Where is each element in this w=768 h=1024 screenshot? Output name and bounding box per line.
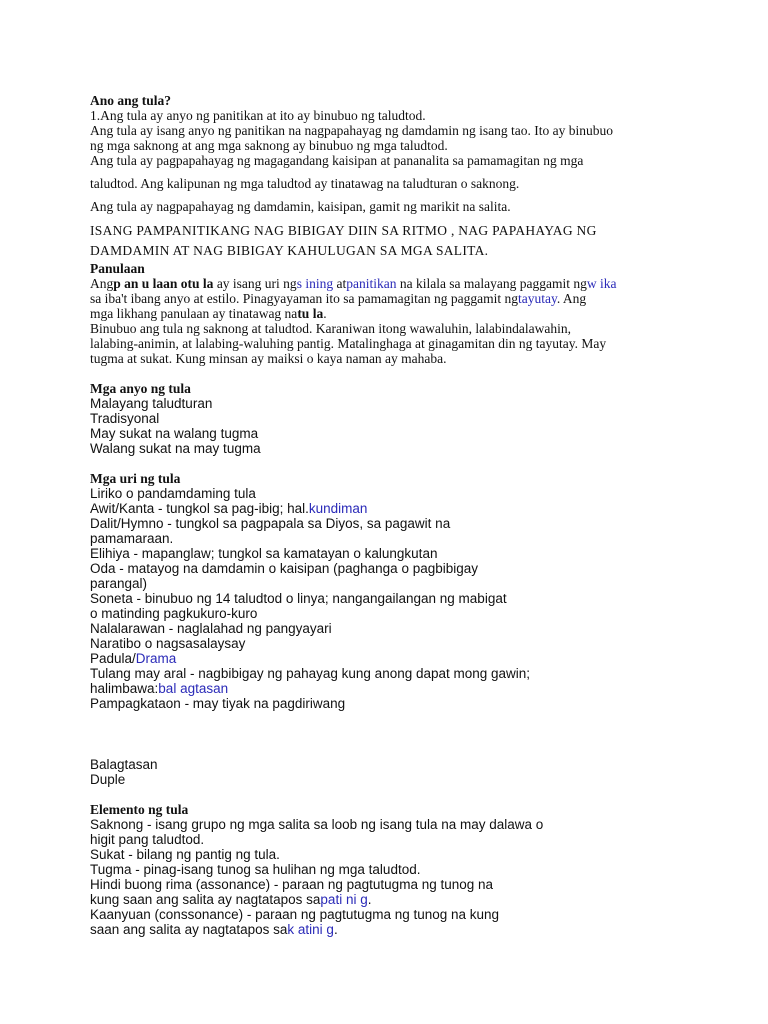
intro-line: ng mga saknong at ang mga saknong ay binubuo ng mga taludtod.: [90, 138, 448, 153]
link-katinig[interactable]: k atini g: [287, 922, 334, 937]
uri-line: Soneta - binubuo ng 14 taludtod o linya; nangangailangan ng mabigat: [90, 591, 507, 606]
text-span: ay isang uri ng: [213, 276, 297, 291]
panulaan-section: [90, 261, 690, 366]
anyo-heading: Mga anyo ng tula: [90, 381, 191, 396]
uri-line: parangal): [90, 576, 148, 591]
elemento-line: [90, 922, 690, 937]
anyo-section: [90, 381, 690, 456]
anyo-item: May sukat na walang tugma: [90, 426, 259, 441]
elemento-line: higit pang taludtod.: [90, 832, 205, 847]
text-span: sa iba't ibang anyo at estilo. Pinagyayaman ito sa pamamagitan ng paggamit ng: [90, 291, 518, 306]
uri-line: Dalit/Hymno - tungkol sa pagpapala sa Diyos, sa pagawit na: [90, 516, 451, 531]
intro-section: [90, 93, 690, 261]
panulaan-line: [90, 291, 690, 306]
extra-section: [90, 757, 690, 787]
uri-line: Tulang may aral - nagbibigay ng pahayag kung anong dapat mong gawin;: [90, 666, 531, 681]
text-span: .: [367, 892, 372, 907]
intro-line: Ang tula ay pagpapahayag ng magagandang kaisipan at pananalita sa pamamagitan ng mga: [90, 153, 584, 168]
uri-line: Oda - matayog na damdamin o kaisipan (paghanga o pagbibigay: [90, 561, 479, 576]
anyo-item: Walang sukat na may tugma: [90, 441, 261, 456]
text-span: kung saan ang salita ay nagtatapos sa: [90, 892, 321, 907]
panulaan-line: Binubuo ang tula ng saknong at taludtod. Karaniwan itong wawaluhin, lalabindalawahin,: [90, 321, 572, 336]
link-wika[interactable]: w ika: [586, 276, 617, 291]
uri-line: pamamaraan.: [90, 531, 174, 546]
intro-line: Ang tula ay isang anyo ng panitikan na nagpapahayag ng damdamin ng isang tao. Ito ay binubuo: [90, 123, 613, 138]
document-page: [90, 93, 690, 937]
link-panitikan[interactable]: panitikan: [346, 276, 397, 291]
text-span: .: [333, 922, 338, 937]
caps-definition-line: ISANG PAMPANITIKANG NAG BIBIGAY DIIN SA RITMO , NAG PAPAHAYAG NG: [90, 223, 597, 238]
uri-line: Elihiya - mapanglaw; tungkol sa kamatayan o kalungkutan: [90, 546, 438, 561]
uri-line: Nalalarawan - naglalahad ng pangyayari: [90, 621, 332, 636]
uri-line: Naratibo o nagsasalaysay: [90, 636, 246, 651]
link-patinig[interactable]: pati ni g: [320, 892, 368, 907]
uri-line: o matinding pagkukuro-kuro: [90, 606, 258, 621]
text-span: saan ang salita ay nagtatapos sa: [90, 922, 288, 937]
link-balagtasan[interactable]: bal agtasan: [158, 681, 229, 696]
elemento-line: [90, 892, 690, 907]
uri-section: [90, 471, 690, 711]
elemento-line: Sukat - bilang ng pantig ng tula.: [90, 847, 280, 862]
panulaan-line: tugma at sukat. Kung minsan ay maiksi o kaya naman ay mahaba.: [90, 351, 447, 366]
intro-line: 1.Ang tula ay anyo ng panitikan at ito ay binubuo ng taludtod.: [90, 108, 426, 123]
caps-definition-line: DAMDAMIN AT NAG BIBIGAY KAHULUGAN SA MGA SALITA.: [90, 243, 489, 258]
elemento-heading: Elemento ng tula: [90, 802, 189, 817]
link-sining[interactable]: s ining: [296, 276, 334, 291]
elemento-line: Tugma - pinag-isang tunog sa hulihan ng mga taludtod.: [90, 862, 421, 877]
bold-term-tula: tu la: [297, 306, 324, 321]
link-kundiman[interactable]: kundiman: [308, 501, 368, 516]
text-span: . Ang: [556, 291, 587, 306]
link-tayutay[interactable]: tayutay: [517, 291, 557, 306]
text-span: Padula/: [90, 651, 136, 666]
anyo-item: Tradisyonal: [90, 411, 160, 426]
anyo-item: Malayang taludturan: [90, 396, 213, 411]
extra-line: Balagtasan: [90, 757, 158, 772]
elemento-section: [90, 802, 690, 937]
panulaan-line: lalabing-animin, at lalabing-waluhing pantig. Matalinghaga at ginagamitan din ng tayutay. May: [90, 336, 607, 351]
bold-term-tula: tu la: [187, 276, 214, 291]
panulaan-heading: Panulaan: [90, 261, 145, 276]
intro-heading: Ano ang tula?: [90, 93, 172, 108]
text-span: Ang: [90, 276, 114, 291]
text-span: Awit/Kanta - tungkol sa pag-ibig; hal.: [90, 501, 309, 516]
uri-line: [90, 681, 690, 696]
uri-line: Pampagkataon - may tiyak na pagdiriwang: [90, 696, 346, 711]
text-span: halimbawa:: [90, 681, 159, 696]
uri-heading: Mga uri ng tula: [90, 471, 181, 486]
uri-line: [90, 501, 690, 516]
intro-line: Ang tula ay nagpapahayag ng damdamin, kaisipan, gamit ng marikit na salita.: [90, 199, 511, 214]
text-span: mga likhang panulaan ay tinatawag na: [90, 306, 298, 321]
link-drama[interactable]: Drama: [135, 651, 177, 666]
elemento-line: Saknong - isang grupo ng mga salita sa loob ng isang tula na may dalawa o: [90, 817, 544, 832]
text-span: .: [323, 306, 327, 321]
elemento-line: Kaanyuan (conssonance) - paraan ng pagtutugma ng tunog na kung: [90, 907, 500, 922]
intro-line: taludtod. Ang kalipunan ng mga taludtod ay tinatawag na taludturan o saknong.: [90, 176, 520, 191]
uri-line: Liriko o pandamdaming tula: [90, 486, 256, 501]
panulaan-line: [90, 276, 690, 291]
text-span: na kilala sa malayang paggamit ng: [396, 276, 587, 291]
panulaan-line: [90, 306, 690, 321]
extra-line: Duple: [90, 772, 126, 787]
uri-line: [90, 651, 690, 666]
bold-term-panulaan: p an u laan o: [113, 276, 188, 291]
elemento-line: Hindi buong rima (assonance) - paraan ng pagtutugma ng tunog na: [90, 877, 494, 892]
text-span: at: [333, 276, 347, 291]
